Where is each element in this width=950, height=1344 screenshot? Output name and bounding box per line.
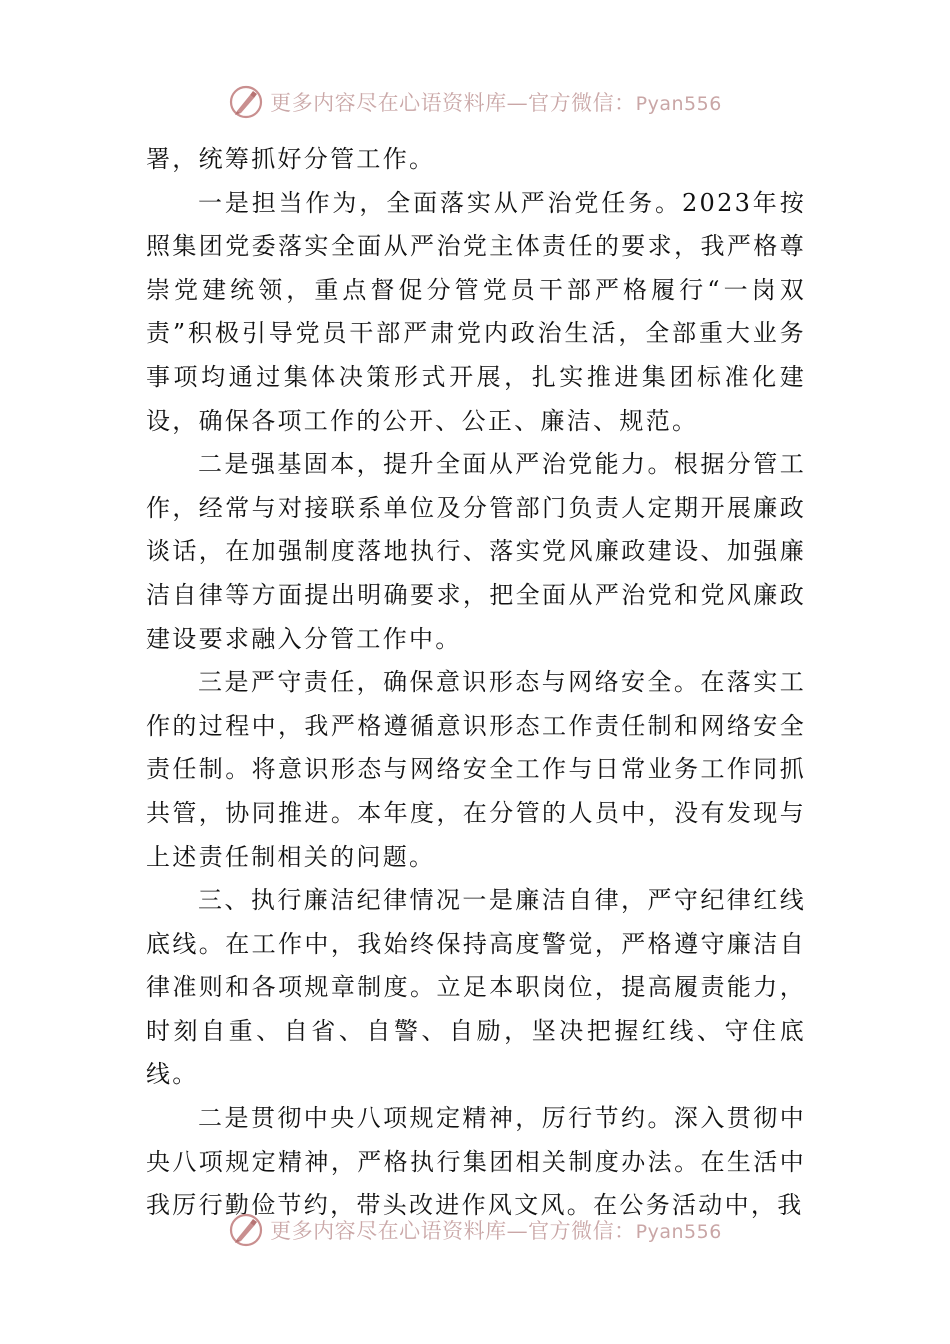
header-watermark-main: 更多内容尽在心语资料库—官方微信： xyxy=(270,91,636,115)
header-watermark-text xyxy=(270,87,722,117)
paragraph-responsibility: 一是担当作为，全面落实从严治党任务。2023年按照集团党委落实全面从严治党主体责任的要求，我严格尊崇党建统领，重点督促分管党员干部严格履行“一岗双责”积极引导党员干部严肃党内政治生活，全部重大业务事项均通过集体决策形式开展，扎实推进集团标准化建设，确保各项工作的公开、公正、廉洁、规范。 xyxy=(146,188,806,435)
paragraph-ideology-security: 三是严守责任，确保意识形态与网络安全。在落实工作的过程中，我严格遵循意识形态工作责任制和网络安全责任制。将意识形态与网络安全工作与日常业务工作同抓共管，协同推进。本年度，在分管的人员中，没有发现与上述责任制相关的问题。 xyxy=(146,668,806,871)
footer-watermark-id: Pyan556 xyxy=(635,1221,722,1243)
footer-watermark-banner xyxy=(0,1210,950,1250)
paragraph-eight-rules: 二是贯彻中央八项规定精神，厉行节约。深入贯彻中央八项规定精神，严格执行集团相关制度办法。在生活中我厉行勤俭节约，带头改进作风文风。在公务活动中，我 xyxy=(146,1104,806,1220)
footer-watermark-text xyxy=(270,1215,722,1245)
paragraph-integrity-discipline: 三、执行廉洁纪律情况一是廉洁自律，严守纪律红线底线。在工作中，我始终保持高度警觉，严格遵守廉洁自律准则和各项规章制度。立足本职岗位，提高履责能力，时刻自重、自省、自警、自励，坚决把握红线、守住底线。 xyxy=(146,886,806,1089)
header-watermark-banner xyxy=(0,82,950,122)
pen-nib-icon xyxy=(228,1212,264,1248)
document-body xyxy=(146,138,806,1228)
pen-nib-icon xyxy=(228,84,264,120)
footer-watermark-main: 更多内容尽在心语资料库—官方微信： xyxy=(270,1219,636,1243)
paragraph-continuation: 署，统筹抓好分管工作。 xyxy=(146,145,436,173)
paragraph-foundation: 二是强基固本，提升全面从严治党能力。根据分管工作，经常与对接联系单位及分管部门负责人定期开展廉政谈话，在加强制度落地执行、落实党风廉政建设、加强廉洁自律等方面提出明确要求，把全面从严治党和党风廉政建设要求融入分管工作中。 xyxy=(146,450,806,653)
header-watermark-id: Pyan556 xyxy=(635,93,722,115)
